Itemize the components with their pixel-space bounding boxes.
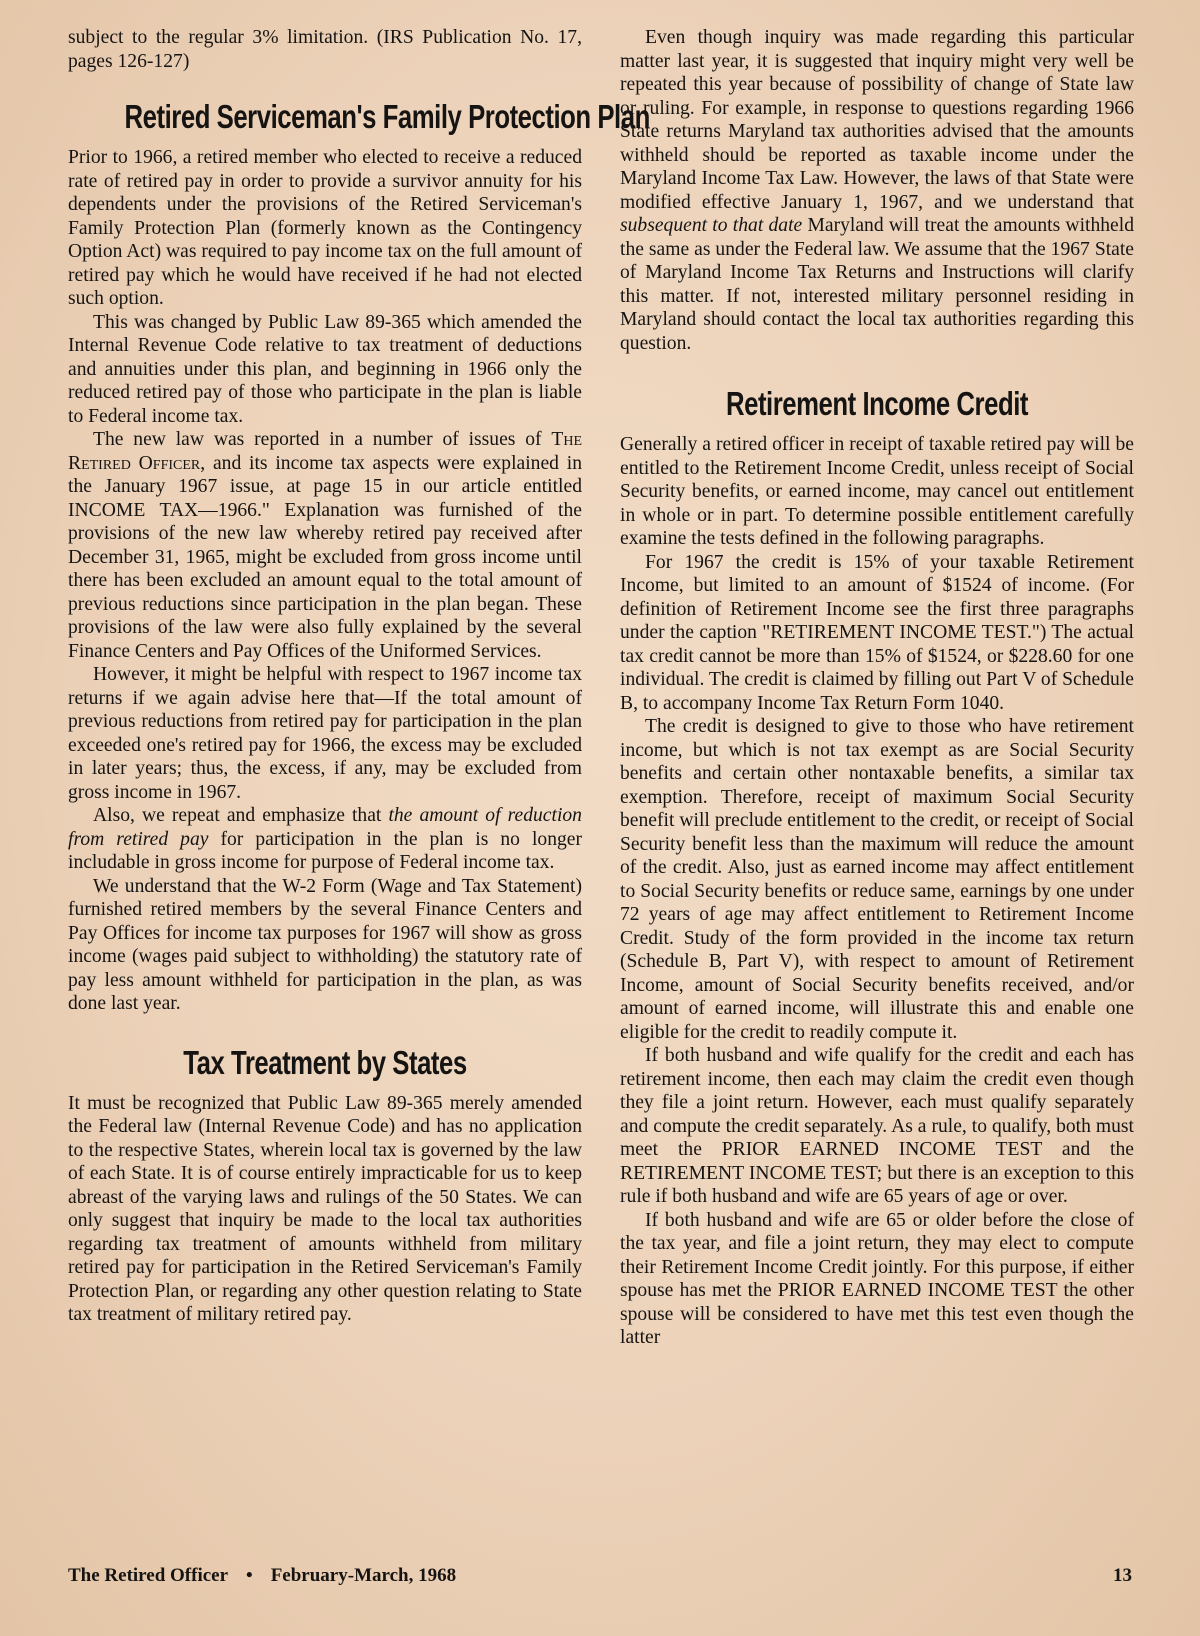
text-run: The new law was reported in a number of issues of <box>93 429 542 450</box>
section-heading-retirement-income-credit: Retirement Income Credit <box>725 385 1029 422</box>
text-run: and its income tax aspects were explained in the January 1967 issue, at page 15 in our article entitled INCOME TAX—1966." Explanation was furnished of the provisions of the new law whereby retired pay received after December 31, 1965, might be excluded from gross income until there has been excluded an amount equal to the total amount of previous reductions since participation in the plan began. These provisions of the law were also fully explained by the several Finance Centers and Pay Offices of the Uniformed Services. <box>68 452 582 662</box>
section-heading-tax-treatment-by-states: Tax Treatment by States <box>183 1043 467 1081</box>
page-number: 13 <box>1113 1565 1132 1586</box>
page-footer <box>68 1565 1132 1587</box>
text-run: for participation in the plan is no longer includable in gross income for purpose of Federal income tax. <box>68 828 583 873</box>
footer-separator: • <box>246 1565 253 1586</box>
footer-publication: The Retired Officer <box>68 1565 229 1586</box>
paragraph: If both husband and wife qualify for the credit and each has retirement income, then each may claim the credit even though they file a joint return. However, each must qualify separately and compute the credit separately. As a rule, to qualify, both must meet the PRIOR EARNED INCOME TEST and the RETIREMENT INCOME TEST; but there is an exception to this rule if both husband and wife are 65 years of age or over. <box>620 1045 1134 1207</box>
paragraph: If both husband and wife are 65 or older before the close of the tax year, and file a joint return, they may elect to compute their Retirement Income Credit jointly. For this purpose, if either spouse has met the PRIOR EARNED INCOME TEST the other spouse will be considered to have met this test even though the latter <box>620 1209 1134 1348</box>
emphasis-text: the amount of reduction from retired pay <box>68 805 582 850</box>
paragraph: Generally a retired officer in receipt of taxable retired pay will be entitled to the Retirement Income Credit, unless receipt of Social Security benefits, or earned income, may cancel out entitlement in whole or in part. To determine possible entitlement carefully examine the tests defined in the following paragraphs. <box>620 434 1134 549</box>
paragraph: The credit is designed to give to those who have retirement income, but which is not tax exempt as are Social Security benefits and certain other nontaxable benefits, a similar tax exemption. Therefore, receipt of maximum Social Security benefit will preclude entitlement to the credit, or receipt of Social Security benefit less than the maximum will reduce the amount of the credit. Also, just as earned income may affect entitlement to Social Security benefits or reduce same, earnings by one under 72 years of age may affect entitlement to Retirement Income Credit. Study of the form provided in the income tax return (Schedule B, Part V), with respect to amount of Retirement Income, amount of Social Security benefits received, and/or amount of earned income, will illustrate this and enable one eligible for the credit to readily compute it. <box>620 716 1134 1043</box>
paragraph: However, it might be helpful with respect to 1967 income tax returns if we again advise here that—If the total amount of previous reductions from retired pay for participation in the plan exceeded one's retired pay for 1966, the excess may be excluded in later years; thus, the excess, if any, may be excluded from gross income in 1967. <box>68 664 582 803</box>
left-column <box>68 26 650 1327</box>
paragraph: We understand that the W-2 Form (Wage and Tax Statement) furnished retired members by the several Finance Centers and Pay Offices for income tax purposes for 1967 will show as gross income (wages paid subject to withholding) the statutory rate of pay less amount withheld for participation in the plan, as was done last year. <box>68 875 582 1014</box>
paragraph: It must be recognized that Public Law 89-365 merely amended the Federal law (Internal Revenue Code) and has no application to the respective States, wherein local tax is governed by the law of each State. It is of course entirely impracticable for us to keep abreast of the varying laws and rulings of the 50 States. We can only suggest that inquiry be made to the local tax authorities regarding tax treatment of amounts withheld from military retired pay for participation in the Retired Serviceman's Family Protection Plan, or regarding any other question relating to State tax treatment of military retired pay. <box>68 1092 582 1325</box>
paragraph <box>68 428 582 663</box>
paragraph: This was changed by Public Law 89-365 which amended the Internal Revenue Code relative to tax treatment of deductions and annuities under this plan, and beginning in 1966 only the reduced retired pay of those who participate in the plan is liable to Federal income tax. <box>68 311 582 427</box>
paragraph <box>620 26 1134 355</box>
emphasis-text: subsequent to that date <box>620 215 803 236</box>
paragraph: For 1967 the credit is 15% of your taxable Retirement Income, but limited to an amount of $1524 of income. (For definition of Retirement Income see the first three paragraphs under the caption "RETIREMENT INCOME TEST.") The actual tax credit cannot be more than 15% of $1524, or $228.60 for one individual. The credit is claimed by filling out Part V of Schedule B, to accompany Income Tax Return Form 1040. <box>620 551 1134 714</box>
paragraph: Prior to 1966, a retired member who elected to receive a reduced rate of retired pay in order to provide a survivor annuity for his dependents under the provisions of the Retired Serviceman's Family Protection Plan (formerly known as the Contingency Option Act) was required to pay income tax on the full amount of retired pay which he would have received if he had not elected such option. <box>68 147 582 309</box>
right-column <box>620 26 1134 1350</box>
footer-left <box>68 1565 456 1587</box>
publication-name: The Retired Officer, <box>68 429 582 474</box>
text-run: Also, we repeat and emphasize that <box>93 805 382 826</box>
text-run: Maryland will treat the amounts withheld the same as under the Federal law. We assume that the 1967 State of Maryland Income Tax Returns and Instructions will clarify this matter. If not, interested military personnel residing in Maryland should contact the local tax authorities regarding this question. <box>620 215 1134 354</box>
paragraph <box>68 804 582 875</box>
section-heading-family-protection-plan: Retired Serviceman's Family Protection Plan <box>124 98 650 135</box>
text-run: Even though inquiry was made regarding this particular matter last year, it is suggested that inquiry might very well be repeated this year because of possibility of change of State law or ruling. For example, in response to questions regarding 1966 State returns Maryland tax authorities advised that the amounts withheld should be reported as taxable income under the Maryland Income Tax Law. However, the laws of that State were modified effective January 1, 1967, and we understand that <box>620 27 1134 213</box>
footer-date: February-March, 1968 <box>270 1565 457 1586</box>
intro-paragraph: subject to the regular 3% limitation. (IRS Publication No. 17, pages 126-127) <box>68 27 582 72</box>
